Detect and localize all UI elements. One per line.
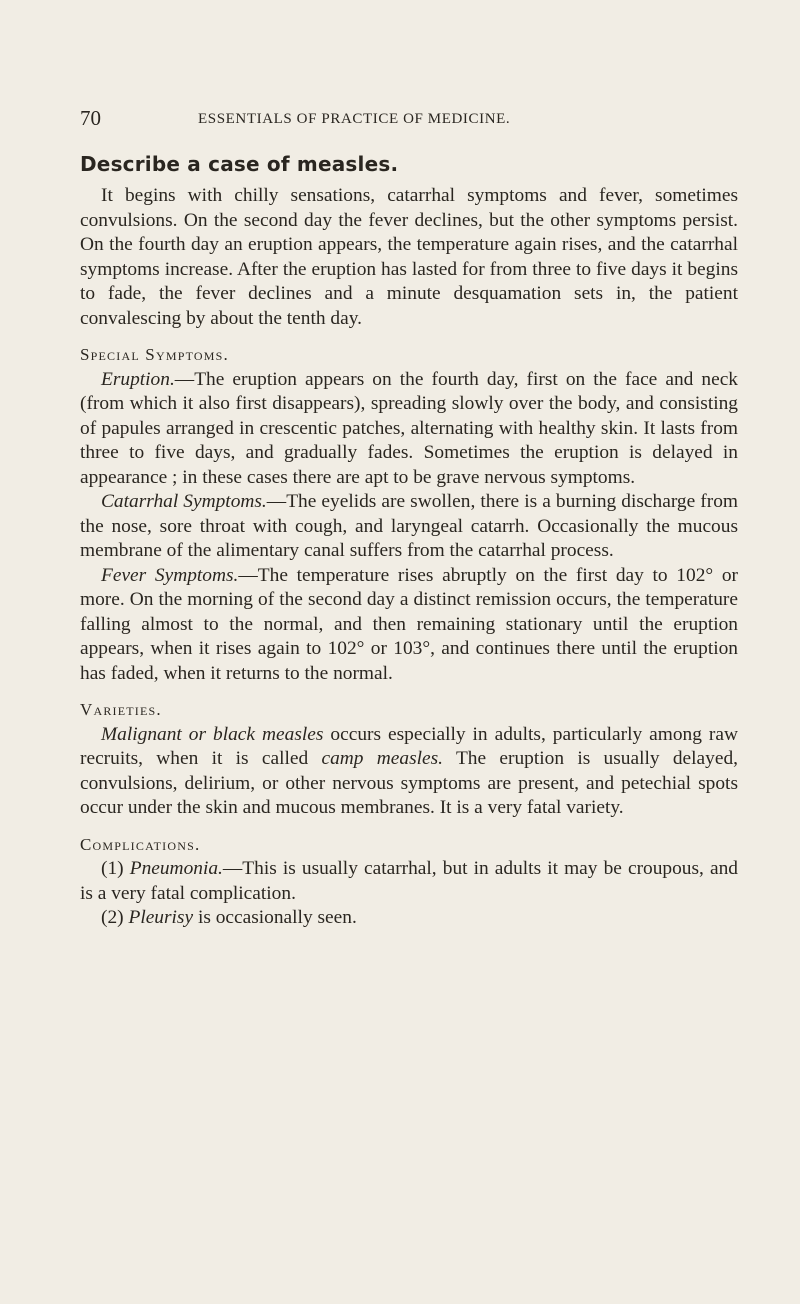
special-symptoms-heading: Special Symptoms. bbox=[80, 345, 229, 364]
question-heading: Describe a case of measles. bbox=[80, 152, 399, 176]
running-head bbox=[80, 106, 740, 130]
catarrhal-text: —The eyelids are swollen, there is a burning discharge from the nose, sore throat with cough, and laryngeal catarrh. Occasionally the mucous membrane of the alimentary canal suffers from the catarrhal process. bbox=[80, 491, 739, 561]
varieties-lead: Malignant or black measles bbox=[101, 723, 324, 745]
catarrhal-lead: Catarrhal Symptoms. bbox=[101, 491, 267, 512]
fever-lead: Fever Symptoms. bbox=[101, 564, 239, 586]
complication-lead: Pleurisy bbox=[128, 907, 194, 928]
eruption-text: —The eruption appears on the fourth day, first on the face and neck (from which it also first disappears), spreading slowly over the body, and consisting of papules arranged in crescentic patches, alternating with healthy skin. It lasts from three to five days, and gradually fades. Sometimes the eruption is delayed in appearance ; in these cases there are apt to be grave nervous symptoms. bbox=[80, 368, 738, 488]
text-column bbox=[80, 150, 738, 931]
varieties-heading: Varieties. bbox=[80, 700, 162, 719]
complication-text: —This is usually catarrhal, but in adults it may be croupous, and is a very fatal complication. bbox=[80, 858, 738, 904]
complications-list bbox=[80, 857, 738, 931]
complication-item bbox=[80, 857, 738, 906]
complications-heading: Complications. bbox=[80, 834, 201, 854]
complication-text: is occasionally seen. bbox=[193, 907, 357, 928]
catarrhal-paragraph bbox=[80, 490, 738, 564]
fever-text: —The temperature rises abruptly on the first day to 102° or more. On the morning of the second day a distinct remission occurs, the temperature falling almost to the normal, and then remaining stationary until the eruption appears, when it rises again to 102° or 103°, and continues there until the eruption has faded, when it returns to the normal. bbox=[80, 564, 738, 684]
complication-number: (1) bbox=[101, 858, 130, 879]
page-number: 70 bbox=[80, 106, 101, 130]
varieties-paragraph bbox=[80, 723, 738, 821]
varieties-term: camp measles. bbox=[321, 748, 444, 769]
running-title: ESSENTIALS OF PRACTICE OF MEDICINE. bbox=[198, 111, 511, 127]
complication-item bbox=[80, 906, 738, 931]
intro-paragraph: It begins with chilly sensations, catarrhal symptoms and fever, sometimes convulsions. On the second day the fever declines, but the other symptoms persist. On the fourth day an eruption appears, the temperature again rises, and the catarrhal symptoms increase. After the eruption has lasted for from three to five days it begins to fade, the fever declines and a minute desquamation sets in, the patient convalescing by about the tenth day. bbox=[80, 185, 738, 329]
eruption-lead: Eruption. bbox=[101, 368, 175, 390]
varieties-text-2: The eruption is usually delayed, convulsions, delirium, or other nervous symptoms are present, and petechial spots occur under the skin and mucous membranes. It is a very fatal variety. bbox=[80, 748, 738, 818]
complication-number: (2) bbox=[101, 907, 129, 928]
varieties-text-1: occurs especially in adults, particularly among raw recruits, when it is called bbox=[80, 723, 738, 769]
eruption-paragraph bbox=[80, 368, 738, 491]
complication-lead: Pneumonia. bbox=[129, 858, 223, 879]
fever-paragraph bbox=[80, 564, 738, 687]
